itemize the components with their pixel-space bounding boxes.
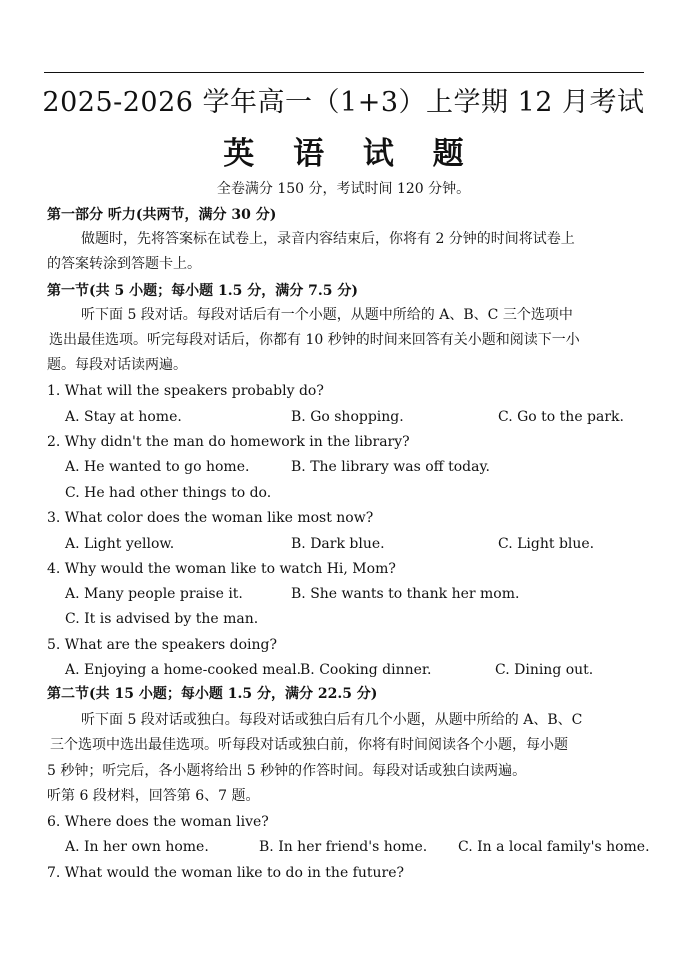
question-3-stem: 3. What color does the woman like most now? (47, 510, 374, 526)
question-5-option-a: A. Enjoying a home-cooked meal. (65, 662, 302, 678)
section2-heading: 第二节(共 15 小题；每小题 1.5 分，满分 22.5 分) (47, 686, 378, 702)
part1-heading: 第一部分 听力(共两节，满分 30 分) (47, 207, 277, 223)
question-5-option-b: B. Cooking dinner. (300, 662, 432, 678)
section2-instruction-line-1: 听下面 5 段对话或独白。每段对话或独白后有几个小题，从题中所给的 A、B、C (81, 712, 583, 728)
question-4-option-a: A. Many people praise it. (65, 586, 243, 602)
part1-instruction-line-1: 做题时，先将答案标在试卷上，录音内容结束后，你将有 2 分钟的时间将试卷上 (81, 231, 575, 247)
question-2-option-c: C. He had other things to do. (65, 485, 272, 501)
section2-material-note: 听第 6 段材料，回答第 6、7 题。 (47, 788, 260, 804)
section1-instruction-line-3: 题。每段对话读两遍。 (47, 357, 187, 373)
part1-instruction-line-2: 的答案转涂到答题卡上。 (47, 256, 201, 272)
header-rule (44, 72, 644, 73)
question-4-option-c: C. It is advised by the man. (65, 611, 259, 627)
subject-title: 英 语 试 题 (223, 136, 478, 172)
question-6-option-b: B. In her friend's home. (259, 839, 428, 855)
question-6-option-c: C. In a local family's home. (458, 839, 650, 855)
question-7-stem: 7. What would the woman like to do in the future? (47, 865, 404, 881)
section2-instruction-line-3: 5 秒钟；听完后，各小题将给出 5 秒钟的作答时间。每段对话或独白读两遍。 (47, 763, 527, 779)
question-5-option-c: C. Dining out. (495, 662, 594, 678)
question-3-option-c: C. Light blue. (498, 536, 595, 552)
exam-title: 2025-2026 学年高一（1+3）上学期 12 月考试 (42, 87, 645, 118)
question-1-stem: 1. What will the speakers probably do? (47, 383, 324, 399)
question-2-option-b: B. The library was off today. (291, 459, 490, 475)
question-6-stem: 6. Where does the woman live? (47, 814, 269, 830)
question-6-option-a: A. In her own home. (65, 839, 209, 855)
question-2-option-a: A. He wanted to go home. (65, 459, 250, 475)
question-1-option-c: C. Go to the park. (498, 409, 624, 425)
exam-info: 全卷满分 150 分，考试时间 120 分钟。 (216, 181, 471, 197)
question-5-stem: 5. What are the speakers doing? (47, 637, 278, 653)
question-3-option-a: A. Light yellow. (65, 536, 175, 552)
question-1-option-b: B. Go shopping. (291, 409, 404, 425)
question-1-option-a: A. Stay at home. (65, 409, 182, 425)
section1-heading: 第一节(共 5 小题；每小题 1.5 分，满分 7.5 分) (47, 283, 358, 299)
question-2-stem: 2. Why didn't the man do homework in the library? (47, 434, 410, 450)
question-3-option-b: B. Dark blue. (291, 536, 385, 552)
question-4-option-b: B. She wants to thank her mom. (291, 586, 520, 602)
section1-instruction-line-1: 听下面 5 段对话。每段对话后有一个小题，从题中所给的 A、B、C 三个选项中 (81, 307, 573, 323)
question-4-stem: 4. Why would the woman like to watch Hi, Mom? (47, 561, 396, 577)
section2-instruction-line-2: 三个选项中选出最佳选项。听每段对话或独白前，你将有时间阅读各个小题，每小题 (50, 737, 568, 753)
section1-instruction-line-2: 选出最佳选项。听完每段对话后，你都有 10 秒钟的时间来回答有关小题和阅读下一小 (49, 332, 580, 348)
